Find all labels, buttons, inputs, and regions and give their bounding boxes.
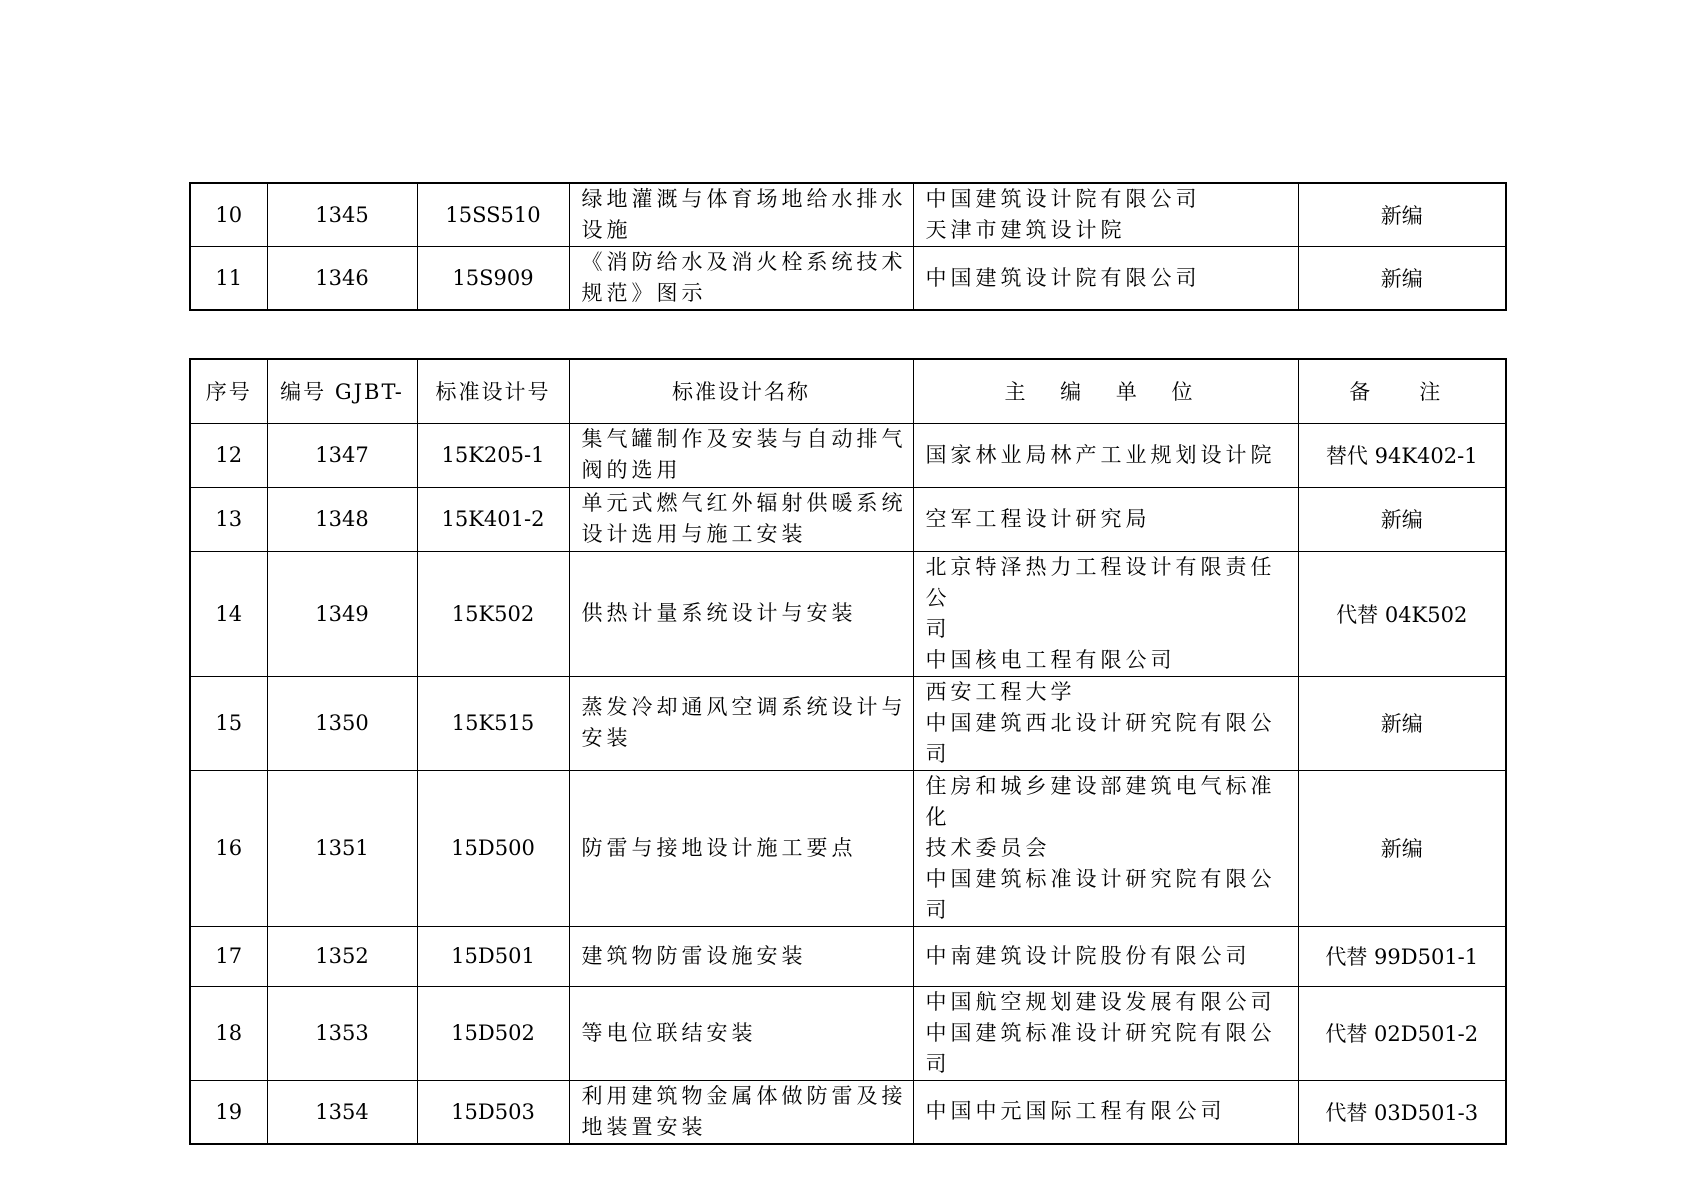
row-unit [913,247,1298,311]
row-code: 15D500 [417,770,569,926]
row-seq: 19 [190,1080,267,1144]
header-unit: 主 编 单 位 [913,359,1298,423]
row-name-line: 建筑物防雷设施安装 [581,943,807,968]
row-unit-line: 天津市建筑设计院 [925,218,1126,242]
row-name [569,551,913,676]
header-number: 编号 GJBT- [267,359,417,423]
row-number: 1350 [267,676,417,770]
row-number: 1345 [267,183,417,247]
row-note: 代替 04K502 [1298,551,1506,676]
table-row [190,551,1506,676]
row-unit-line: 中国建筑西北设计研究院有限公司 [925,710,1276,766]
row-unit [913,551,1298,676]
row-name-line: 供热计量系统设计与安装 [581,601,857,625]
row-unit-line: 司 [925,616,951,641]
row-seq: 14 [190,551,267,676]
row-note: 新编 [1298,487,1506,551]
table-row [190,183,1506,247]
row-unit-line: 国家林业局林产工业规划设计院 [925,442,1276,467]
row-code: 15D502 [417,986,569,1080]
row-name [569,986,913,1080]
row-unit-line: 中国建筑设计院有限公司 [925,187,1201,211]
row-unit [913,986,1298,1080]
row-unit-line: 住房和城乡建设部建筑电气标准化 [925,773,1276,829]
row-code: 15SS510 [417,183,569,247]
row-code: 15K205-1 [417,423,569,487]
table-row [190,247,1506,311]
row-unit-line: 中南建筑设计院股份有限公司 [925,943,1251,968]
continuation-table-body [190,183,1506,310]
row-name-line: 绿地灌溉与体育场地给水排水 [581,187,907,211]
row-name [569,423,913,487]
row-name-line: 地装置安装 [581,1114,707,1139]
row-number: 1353 [267,986,417,1080]
row-code: 15D503 [417,1080,569,1144]
table-row [190,676,1506,770]
row-unit-line: 中国中元国际工程有限公司 [925,1099,1226,1124]
row-seq: 16 [190,770,267,926]
standards-table [189,358,1507,1145]
row-name-line: 阀的选用 [581,458,682,482]
row-unit-line: 中国建筑标准设计研究院有限公司 [925,1020,1276,1076]
table-row [190,926,1506,986]
table-row [190,770,1506,926]
row-name-line: 规范》图示 [581,281,707,305]
row-number: 1351 [267,770,417,926]
row-note: 代替 99D501-1 [1298,926,1506,986]
row-name-line: 安装 [581,726,632,750]
row-note: 新编 [1298,770,1506,926]
row-name-line: 蒸发冷却通风空调系统设计与 [581,695,907,719]
row-name [569,926,913,986]
header-row [190,359,1506,423]
row-code: 15S909 [417,247,569,311]
row-seq: 12 [190,423,267,487]
header-code: 标准设计号 [417,359,569,423]
row-code: 15K502 [417,551,569,676]
row-code: 15K515 [417,676,569,770]
row-name-line: 集气罐制作及安装与自动排气 [581,427,907,451]
row-note: 新编 [1298,183,1506,247]
row-unit [913,1080,1298,1144]
row-number: 1349 [267,551,417,676]
row-number: 1352 [267,926,417,986]
table-row [190,423,1506,487]
table-row [190,487,1506,551]
row-unit-line: 北京特泽热力工程设计有限责任公 [925,554,1276,610]
row-number: 1346 [267,247,417,311]
row-unit-line: 空军工程设计研究局 [925,506,1151,531]
row-number: 1354 [267,1080,417,1144]
row-name-line: 利用建筑物金属体做防雷及接 [581,1083,907,1108]
row-name [569,676,913,770]
row-seq: 13 [190,487,267,551]
row-name [569,487,913,551]
row-name-line: 设计选用与施工安装 [581,522,807,546]
row-note: 代替 02D501-2 [1298,986,1506,1080]
table-row [190,1080,1506,1144]
row-note: 新编 [1298,247,1506,311]
row-unit [913,423,1298,487]
row-name [569,183,913,247]
row-name [569,1080,913,1144]
row-name-line: 设施 [581,218,632,242]
row-name-line: 等电位联结安装 [581,1020,757,1045]
row-note: 新编 [1298,676,1506,770]
continuation-table [189,182,1507,311]
row-unit [913,676,1298,770]
row-unit-line: 西安工程大学 [925,679,1076,704]
row-unit [913,487,1298,551]
row-unit-line: 技术委员会 [925,835,1051,860]
row-unit-line: 中国建筑标准设计研究院有限公司 [925,866,1276,922]
row-unit [913,926,1298,986]
row-unit-line: 中国建筑设计院有限公司 [925,265,1201,290]
row-seq: 15 [190,676,267,770]
header-seq: 序号 [190,359,267,423]
row-note: 替代 94K402-1 [1298,423,1506,487]
row-code: 15D501 [417,926,569,986]
row-seq: 17 [190,926,267,986]
table-row [190,986,1506,1080]
row-seq: 10 [190,183,267,247]
row-note: 代替 03D501-3 [1298,1080,1506,1144]
header-note: 备 注 [1298,359,1506,423]
row-unit-line: 中国航空规划建设发展有限公司 [925,989,1276,1014]
header-name: 标准设计名称 [569,359,913,423]
row-number: 1347 [267,423,417,487]
row-seq: 18 [190,986,267,1080]
row-unit [913,770,1298,926]
row-unit [913,183,1298,247]
row-name-line: 单元式燃气红外辐射供暖系统 [581,491,907,515]
row-code: 15K401-2 [417,487,569,551]
row-name [569,247,913,311]
row-unit-line: 中国核电工程有限公司 [925,647,1176,672]
row-name-line: 防雷与接地设计施工要点 [581,835,857,860]
row-name-line: 《消防给水及消火栓系统技术 [581,250,907,274]
standards-table-body [190,423,1506,1144]
row-seq: 11 [190,247,267,311]
row-number: 1348 [267,487,417,551]
row-name [569,770,913,926]
